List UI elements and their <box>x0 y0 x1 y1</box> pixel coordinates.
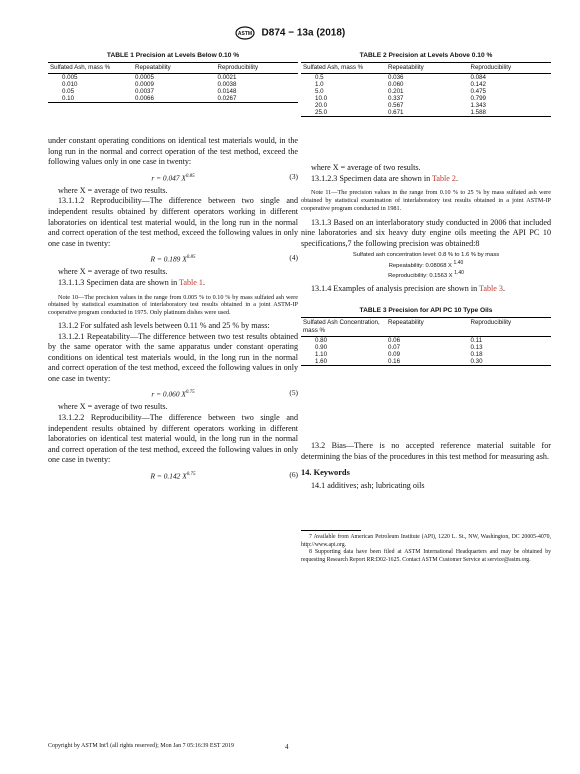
equation-number: (6) <box>289 470 298 480</box>
paragraph: 13.1.3 Based on an interlaboratory study conducted in 2006 that included nine laboratories and six heavy duty engine oils meeting the API PC 10 specifications,7 the following precision was obtained:8 <box>301 217 551 248</box>
table-cell: 0.475 <box>470 88 486 95</box>
table-cell: 0.0038 <box>217 81 237 88</box>
text-span: . <box>502 284 505 294</box>
table2-link[interactable]: Table 2 <box>432 173 456 183</box>
equation-exponent: 0.75 <box>186 472 196 478</box>
table-cell: 0.010 <box>62 81 78 88</box>
equation-6 <box>48 469 298 481</box>
astm-logo-icon <box>235 26 255 40</box>
precision-block <box>301 252 551 280</box>
table-cell: 1.0 <box>315 81 324 88</box>
paragraph: where X = average of two results. <box>58 185 168 195</box>
equation-4 <box>48 252 298 264</box>
table-cell: 1.343 <box>470 102 486 109</box>
text-span: 13.1.4 Examples of analysis precision are shown in <box>311 284 479 294</box>
table-cell: 0.671 <box>386 109 469 117</box>
paragraph: 14.1 additives; ash; lubricating oils <box>311 481 425 491</box>
table-cell: 0.11 <box>470 337 483 345</box>
equation-exponent: 0.85 <box>186 255 196 261</box>
paragraph <box>301 284 551 295</box>
equation-formula: R = 0.142 X <box>150 471 187 481</box>
table1 <box>48 62 298 103</box>
table-cell: 25.0 <box>301 109 386 117</box>
equation-number: (5) <box>289 388 298 398</box>
table-row <box>301 102 551 109</box>
precision-level: Sulfated ash concentration level: 0.8 % to 1.6 % by mass <box>352 252 500 259</box>
table-cell: 0.13 <box>470 344 483 352</box>
table-cell: 0.09 <box>388 351 401 359</box>
paragraph: 13.1.1.2 Reproducibility—The difference between two single and independent results obtained by different operators working in different laboratories on identical test material would, in the long run in the normal and correct operation of the test method, exceed the following values in only one case in twenty: <box>48 196 298 248</box>
equation-number: (4) <box>289 253 298 263</box>
text-span: Reproducibility: 0.1563 X <box>388 273 455 280</box>
table1-link[interactable]: Table 1 <box>179 277 203 287</box>
paragraph: under constant operating conditions on identical test materials would, in the long run in the normal and correct operation of the test method, exceed the following values only in one case in twenty: <box>48 136 298 167</box>
table1-header-cell: Repeatability <box>133 63 216 74</box>
table-cell: 0.0037 <box>135 88 154 95</box>
precision-repeatability <box>301 260 551 270</box>
text-span: Repeatability: 0.08068 X <box>388 262 454 269</box>
right-lower-text <box>301 441 551 492</box>
table-cell: 0.18 <box>470 351 483 359</box>
right-text <box>301 163 551 366</box>
table-row <box>48 74 298 82</box>
equation-number: (3) <box>289 171 298 181</box>
note-11: Note 11—The precision values in the range from 0.10 % to 25 % by mass sulfated ash were obtained by statistical examination of interlaboratory test results obtained in a joint ASTM-IP cooperative program conducted in 1981. <box>301 189 551 212</box>
paragraph: 13.1.2.1 Repeatability—The difference between two test results obtained by the same operator with the same apparatus under constant operating conditions on identical test materials would, in the long run in the normal and correct operation of the test method, exceed the following values in only one case in twenty: <box>48 331 298 383</box>
footnote-7: 7 Available from American Petroleum Institute (API), 1220 L. St., NW, Washington, DC 20005-4070, http://www.api.org. <box>301 534 551 548</box>
table-cell: 0.0009 <box>135 81 154 88</box>
precision-reproducibility <box>301 270 551 280</box>
table-cell: 0.0148 <box>217 88 237 95</box>
table-row <box>48 81 298 88</box>
text-span: 13.1.1.3 Specimen data are shown in <box>58 277 180 287</box>
left-column <box>48 52 298 103</box>
table-row <box>48 95 298 103</box>
left-text <box>48 136 298 484</box>
table1-caption: TABLE 1 Precision at Levels Below 0.10 % <box>106 52 240 59</box>
table-cell: 0.07 <box>388 344 401 352</box>
table-row <box>301 351 551 358</box>
paragraph: where X = average of two results. <box>58 402 168 412</box>
section-14-heading: 14. Keywords <box>301 468 350 478</box>
right-column <box>301 52 551 117</box>
exponent: 1.40 <box>454 270 464 277</box>
page-number: 4 <box>285 743 289 751</box>
table-row <box>301 81 551 88</box>
paragraph <box>48 278 298 289</box>
table2-header-cell: Repeatability <box>386 63 469 74</box>
table-cell: 0.799 <box>470 95 486 102</box>
text-span: 13.1.2.3 Specimen data are shown in <box>311 173 433 183</box>
equation-formula: r = 0.047 X <box>151 173 186 183</box>
equation-5 <box>48 387 298 399</box>
table-cell: 0.005 <box>62 74 78 81</box>
table-cell: 0.30 <box>469 358 552 366</box>
table-cell: 0.0066 <box>133 95 216 103</box>
table2-caption: TABLE 2 Precision at Levels Above 0.10 % <box>359 52 493 59</box>
table-row <box>301 88 551 95</box>
table-cell: 0.90 <box>315 344 328 352</box>
table-cell: 10.0 <box>315 95 328 102</box>
table3-header-cell: Repeatability <box>386 318 469 337</box>
table-cell: 0.060 <box>388 81 404 88</box>
footnote-rule <box>301 530 361 531</box>
svg-text:ASTM: ASTM <box>237 31 252 38</box>
equation-exponent: 0.75 <box>185 390 195 396</box>
equation-formula: r = 0.060 X <box>151 389 186 399</box>
table-cell: 0.201 <box>388 88 404 95</box>
table-cell: 0.084 <box>470 74 486 81</box>
table-cell: 0.567 <box>388 102 404 109</box>
footnotes <box>301 530 551 564</box>
note-10: Note 10—The precision values in the range from 0.005 % to 0.10 % by mass sulfated ash were obtained by statistical examination of interlaboratory test results obtained in a joint ASTM-IP cooperative program conducted in 1975. Only platinum dishes were used. <box>48 293 298 317</box>
table2 <box>301 62 551 117</box>
table-cell: 1.10 <box>315 351 328 359</box>
table-cell: 0.036 <box>388 74 404 81</box>
table-cell: 0.80 <box>315 337 328 345</box>
equation-3 <box>48 171 298 183</box>
table-row <box>48 88 298 95</box>
table-row <box>301 109 551 117</box>
paragraph: where X = average of two results. <box>311 163 421 172</box>
table-cell: 0.05 <box>62 88 75 95</box>
table2-header-cell: Sulfated Ash, mass % <box>301 63 386 74</box>
equation-exponent: 0.85 <box>185 173 195 179</box>
paragraph: 13.1.2 For sulfated ash levels between 0.11 % and 25 % by mass: <box>58 320 270 330</box>
table-cell: 0.142 <box>470 81 486 88</box>
table-cell: 0.337 <box>388 95 404 102</box>
table-cell: 0.0021 <box>217 74 237 81</box>
table-cell: 0.10 <box>48 95 133 103</box>
text-span: . <box>455 173 458 183</box>
table-cell: 1.588 <box>469 109 552 117</box>
paragraph: 13.1.2.2 Reproducibility—The difference between two single and independent results obtained by different operators working in different laboratories on identical test material would, in the long run in the normal and correct operation of the test method, exceed the following values in only one case in twenty: <box>48 413 298 465</box>
paragraph: 13.2 Bias—There is no accepted reference material suitable for determining the bias of the procedures in this test method for measuring ash. <box>301 441 551 461</box>
table2-header-cell: Reproducibility <box>469 63 552 74</box>
table-row <box>301 74 551 82</box>
table-cell: 20.0 <box>315 102 328 109</box>
table-cell: 0.16 <box>386 358 469 366</box>
text-span: . <box>202 277 205 287</box>
table-cell: 1.60 <box>301 358 386 366</box>
copyright-footer: Copyright by ASTM Int'l (all rights reserved); Mon Jan 7 05:16:39 EST 2019 <box>48 743 234 749</box>
table-row <box>301 337 551 345</box>
document-header <box>0 26 580 40</box>
paragraph: where X = average of two results. <box>58 267 168 277</box>
table-row <box>301 344 551 351</box>
exponent: 1.40 <box>453 259 464 266</box>
table3-header-cell: Sulfated Ash Concentration, mass % <box>301 318 386 337</box>
table3 <box>301 317 551 366</box>
table1-header-cell: Reproducibility <box>216 63 299 74</box>
table-row <box>301 358 551 366</box>
footnote-8: 8 Supporting data have been filed at ASTM International Headquarters and may be obtained by requesting Research Report RR:D02-1625. Contact ASTM Customer Service at service@astm.org. <box>301 549 551 563</box>
table-row <box>301 95 551 102</box>
equation-formula: R = 0.189 X <box>150 254 187 264</box>
table-cell: 0.5 <box>315 74 324 81</box>
table-cell: 5.0 <box>315 88 324 95</box>
table-cell: 0.0005 <box>135 74 154 81</box>
table-cell: 0.06 <box>388 337 401 345</box>
document-designation: D874 − 13a (2018) <box>261 27 346 39</box>
table-cell: 0.0267 <box>216 95 299 103</box>
table3-link[interactable]: Table 3 <box>479 284 503 294</box>
table3-caption: TABLE 3 Precision for API PC 10 Type Oils <box>359 307 493 315</box>
paragraph <box>301 174 551 185</box>
table1-header-cell: Sulfated Ash, mass % <box>48 63 133 74</box>
table3-header-cell: Reproducibility <box>469 318 552 337</box>
